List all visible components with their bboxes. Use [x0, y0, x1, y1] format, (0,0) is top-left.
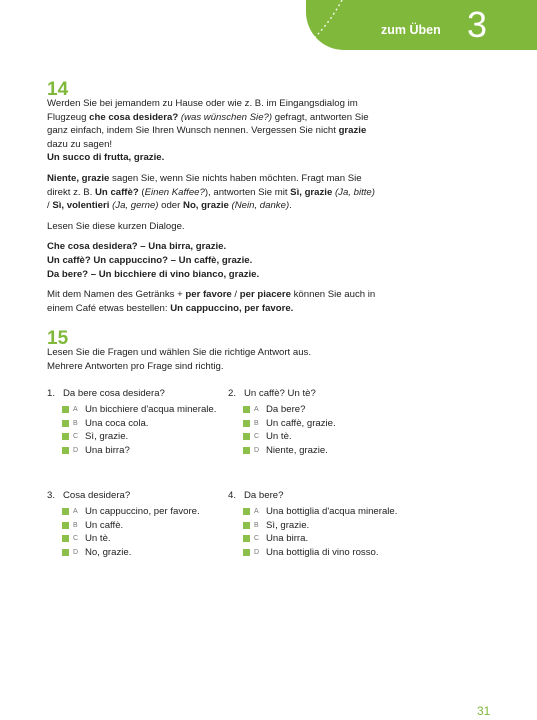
option-letter: D: [254, 548, 260, 556]
text-run: Sì, volentieri: [52, 200, 110, 212]
option-letter: A: [73, 406, 78, 413]
ex14-paragraph-1: [47, 97, 377, 151]
options-list: [62, 403, 232, 457]
option-letter: B: [73, 521, 78, 529]
option-letter: B: [254, 419, 259, 427]
checkbox-square-icon[interactable]: [62, 433, 69, 440]
checkbox-square-icon[interactable]: [243, 433, 250, 440]
checkbox-square-icon[interactable]: [243, 447, 250, 454]
exercise-number-14: 14: [47, 79, 69, 100]
option-letter: B: [254, 521, 259, 529]
option-text: No, grazie.: [85, 546, 132, 558]
answer-option-b[interactable]: [62, 417, 232, 431]
answer-option-a[interactable]: [243, 403, 413, 417]
option-text: Sì, grazie.: [85, 431, 129, 443]
answer-option-c[interactable]: [243, 430, 413, 444]
option-letter: C: [73, 433, 79, 441]
text-run: per piacere: [239, 289, 291, 301]
answer-option-a[interactable]: [62, 403, 232, 417]
exercise-14-text: [47, 97, 377, 315]
dialogue-line: Un caffè? Un cappuccino? – Un caffè, grazie.: [47, 254, 253, 266]
text-run: oder: [158, 200, 184, 212]
dialogue-line: Che cosa desidera? – Una birra, grazie.: [47, 241, 227, 253]
option-text: Niente, grazie.: [266, 444, 328, 456]
option-text: Una bottiglia di vino rosso.: [266, 546, 379, 558]
checkbox-square-icon[interactable]: [62, 420, 69, 427]
option-letter: A: [73, 508, 78, 515]
answer-option-b[interactable]: [62, 519, 232, 533]
options-list: [243, 505, 413, 559]
text-run: (was wünschen Sie?): [180, 111, 273, 123]
question-text: Un caffè? Un tè?: [244, 388, 316, 399]
checkbox-square-icon[interactable]: [62, 535, 69, 542]
checkbox-square-icon[interactable]: [243, 406, 250, 413]
option-text: Da bere?: [266, 404, 306, 415]
question-text: Cosa desidera?: [63, 490, 131, 501]
question-text: Da bere cosa desidera?: [63, 388, 165, 399]
answer-option-b[interactable]: [243, 417, 413, 431]
ex14-dialogues: [47, 240, 377, 281]
text-run: gefragt, antworten Sie ganz einfach, indem Sie Ihren Wunsch nennen. Vergessen Sie nicht: [47, 111, 369, 137]
text-run: (Ja, gerne): [112, 200, 159, 212]
option-letter: A: [254, 406, 259, 413]
option-text: Una birra.: [266, 533, 309, 545]
answer-option-a[interactable]: [62, 505, 232, 519]
text-run: Un cappuccino, per favore.: [170, 302, 294, 314]
option-letter: D: [254, 446, 260, 454]
text-run: ), antworten Sie mit: [204, 186, 291, 198]
option-text: Un tè.: [85, 533, 111, 545]
text-run: (: [138, 186, 145, 198]
checkbox-square-icon[interactable]: [243, 508, 250, 515]
text-run: Un caffè?: [94, 186, 139, 198]
question-number: 1.: [47, 388, 56, 399]
text-run: /: [47, 200, 53, 212]
text-run: Werden Sie bei jemandem zu Hause oder wie z. B. im Eingangsdialog im Flugzeug: [47, 98, 358, 123]
checkbox-square-icon[interactable]: [243, 522, 250, 529]
checkbox-square-icon[interactable]: [243, 549, 250, 556]
option-letter: A: [254, 508, 259, 515]
chapter-number: 3: [467, 4, 488, 45]
option-text: Un bicchiere d'acqua minerale.: [85, 404, 217, 415]
options-list: [62, 505, 232, 559]
ex14-example: Un succo di frutta, grazie.: [47, 152, 165, 164]
option-text: Un caffè, grazie.: [266, 417, 336, 429]
answer-option-b[interactable]: [243, 519, 413, 533]
text-run: che cosa desidera?: [89, 111, 179, 123]
options-list: [243, 403, 413, 457]
answer-option-d[interactable]: [243, 546, 413, 560]
option-text: Una birra?: [85, 444, 130, 456]
exercise-number-15: 15: [47, 328, 69, 349]
text-run: dazu zu sagen!: [47, 138, 113, 150]
checkbox-square-icon[interactable]: [62, 406, 69, 413]
text-run: Niente, grazie: [47, 172, 110, 184]
text-run: können Sie auch in einem Café etwas bestellen:: [47, 289, 376, 314]
question-number: 3.: [47, 490, 56, 501]
ex15-instructions: Lesen Sie die Fragen und wählen Sie die richtige Antwort aus. Mehrere Antworten pro Frage sind richtig.: [47, 347, 311, 372]
text-run: .: [289, 200, 292, 212]
checkbox-square-icon[interactable]: [62, 522, 69, 529]
ex14-paragraph-4: [47, 288, 377, 315]
option-letter: D: [73, 446, 79, 454]
option-text: Un cappuccino, per favore.: [85, 506, 200, 517]
option-text: Una coca cola.: [85, 417, 149, 429]
option-text: Sì, grazie.: [266, 519, 310, 531]
text-run: No, grazie: [183, 200, 229, 212]
answer-option-d[interactable]: [243, 444, 413, 458]
text-run: grazie: [338, 125, 367, 137]
text-run: Sì, grazie: [290, 186, 333, 198]
answer-option-c[interactable]: [243, 532, 413, 546]
ex14-paragraph-3: Lesen Sie diese kurzen Dialoge.: [47, 220, 185, 232]
checkbox-square-icon[interactable]: [62, 508, 69, 515]
text-run: /: [231, 289, 240, 301]
option-text: Una bottiglia d'acqua minerale.: [266, 506, 398, 517]
ex14-paragraph-2: [47, 172, 377, 213]
dotted-arc-decoration: [300, 0, 390, 50]
tab-label: zum Üben: [381, 23, 441, 37]
option-letter: B: [73, 419, 78, 427]
text-run: (Ja, bitte): [334, 186, 375, 198]
option-letter: C: [254, 535, 260, 543]
answer-option-c[interactable]: [62, 430, 232, 444]
question-number: 4.: [228, 490, 237, 501]
text-run: Mit dem Namen des Getränks +: [47, 289, 186, 301]
dialogue-line: Da bere? – Un bicchiere di vino bianco, grazie.: [47, 268, 260, 280]
checkbox-square-icon[interactable]: [243, 535, 250, 542]
checkbox-square-icon[interactable]: [62, 447, 69, 454]
checkbox-square-icon[interactable]: [243, 420, 250, 427]
option-letter: C: [73, 535, 79, 543]
answer-option-c[interactable]: [62, 532, 232, 546]
question-text: Da bere?: [244, 490, 284, 501]
text-run: (Nein, danke): [231, 200, 290, 212]
answer-option-d[interactable]: [62, 546, 232, 560]
option-letter: D: [73, 548, 79, 556]
answer-option-d[interactable]: [62, 444, 232, 458]
option-letter: C: [254, 433, 260, 441]
text-run: sagen Sie, wenn Sie nichts haben möchten. Fragt man Sie direkt z. B.: [47, 172, 362, 198]
text-run: Einen Kaffee?: [144, 186, 205, 198]
answer-option-a[interactable]: [243, 505, 413, 519]
page-number: 31: [477, 704, 491, 718]
question-number: 2.: [228, 388, 237, 399]
option-text: Un caffè.: [85, 519, 124, 531]
option-text: Un tè.: [266, 431, 292, 443]
text-run: per favore: [185, 289, 232, 301]
checkbox-square-icon[interactable]: [62, 549, 69, 556]
